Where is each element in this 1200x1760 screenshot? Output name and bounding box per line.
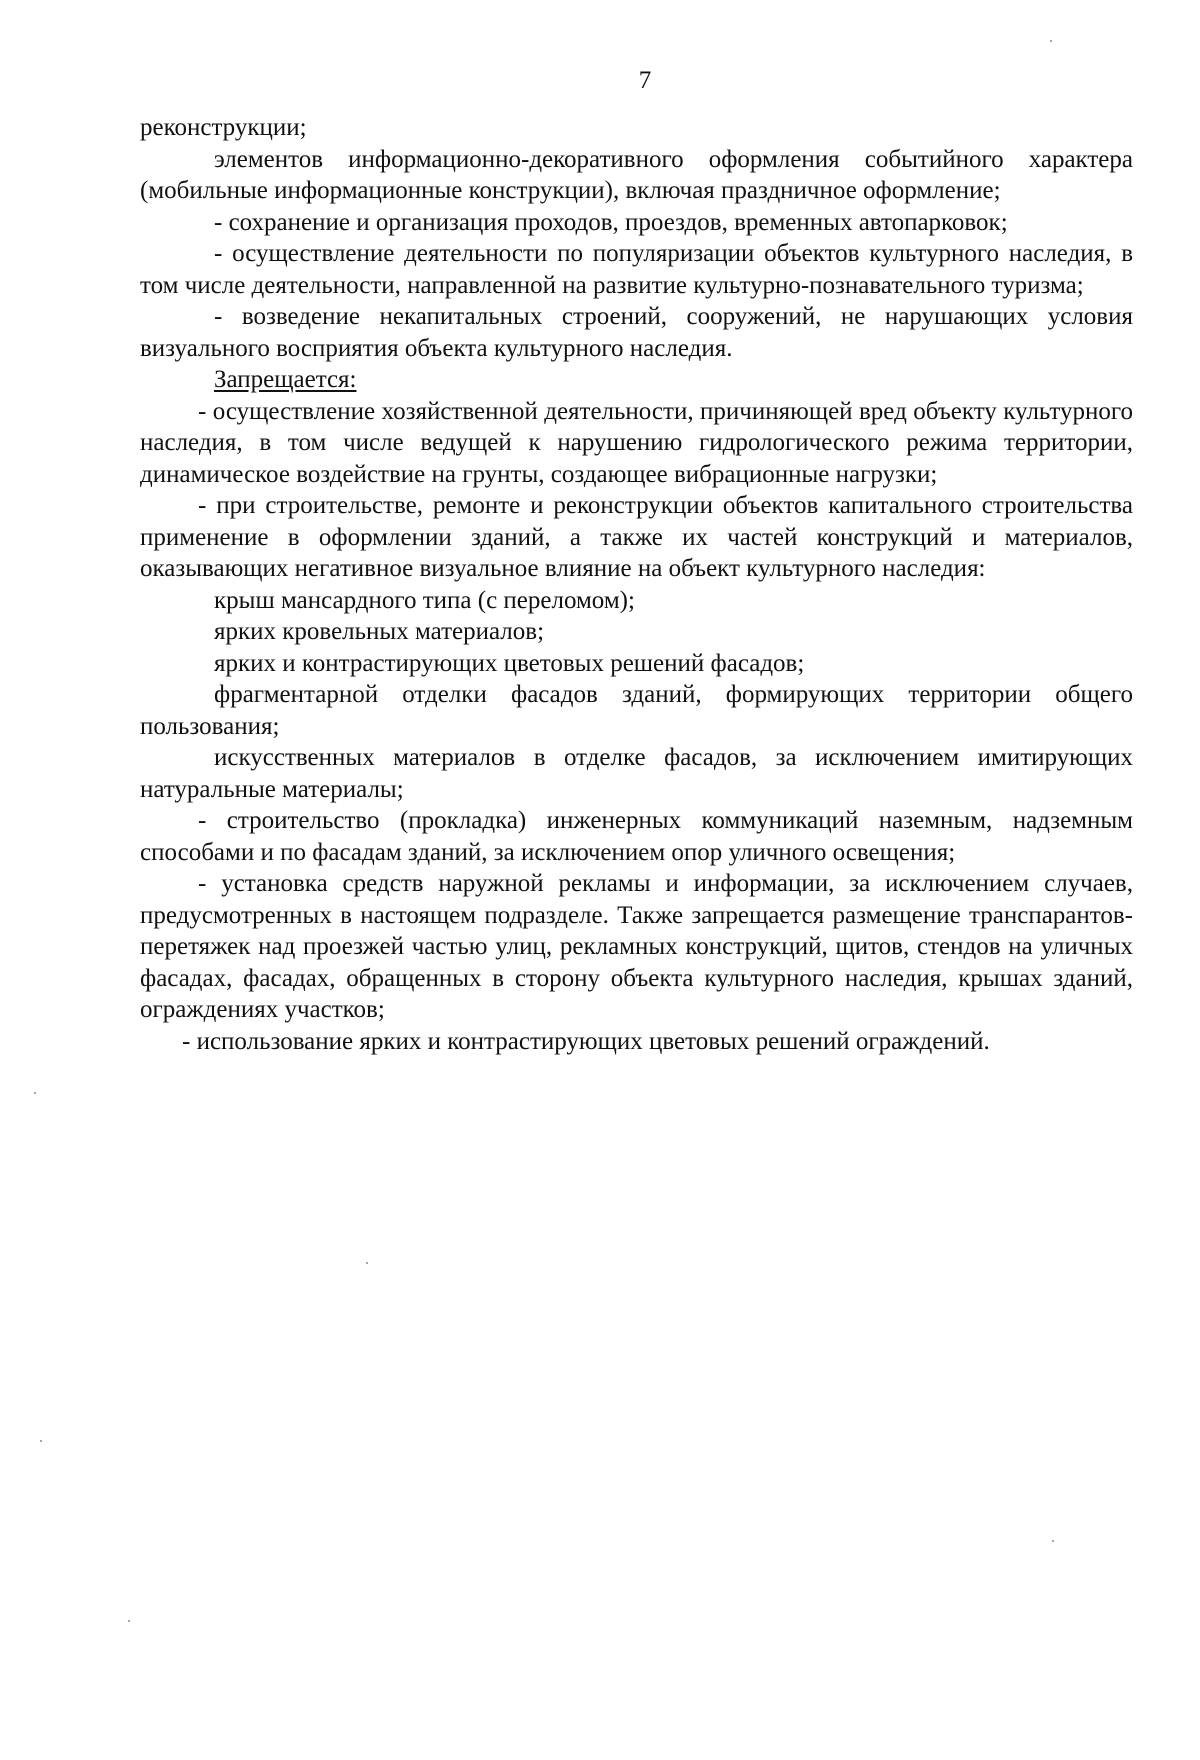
list-item-utilities: - строительство (прокладка) инженерных коммуникаций наземным, надземным способами и по фасадам зданий, за исключением опор уличного освещения; <box>140 807 1133 866</box>
prohibited-heading <box>140 364 1133 396</box>
scan-speck <box>34 1092 36 1094</box>
prohibited-heading-text: Запрещается: <box>214 366 357 393</box>
list-item-fences: - использование ярких и контрастирующих цветовых решений ограждений. <box>182 1027 990 1055</box>
list-item-temporary-structures: - возведение некапитальных строений, сооружений, не нарушающих условия визуального восприятия объекта культурного наследия. <box>140 303 1133 362</box>
document-body <box>140 112 1133 1057</box>
list-item-advertising: - установка средств наружной рекламы и информации, за исключением случаев, предусмотренных в настоящем подразделе. Также запрещается размещение транспарантов-перетяжек над проезжей частью улиц, рекламных конструкций, щитов, стендов на уличных фасадах, фасадах, обращенных в сторону объекта культурного наследия, крышах зданий, ограждениях участков; <box>140 870 1133 1023</box>
sub-item-bright-roofing: ярких кровельных материалов; <box>214 618 545 645</box>
scan-speck <box>40 1440 42 1442</box>
paragraph-decorative-elements: элементов информационно-декоративного оформления событийного характера (мобильные информационные конструкции), включая праздничное оформление; <box>140 145 1133 204</box>
sub-item-artificial-materials: искусственных материалов в отделке фасадов, за исключением имитирующих натуральные материалы; <box>140 744 1133 803</box>
sub-item-mansard-roofs: крыш мансардного типа (с переломом); <box>214 586 635 614</box>
paragraph-continuation: реконструкции; <box>140 114 307 141</box>
scan-speck <box>1052 1540 1054 1542</box>
page-number: 7 <box>638 67 652 94</box>
scan-speck <box>128 1620 130 1622</box>
list-item-popularization: - осуществление деятельности по популяризации объектов культурного наследия, в том числе деятельности, направленной на развитие культурно-познавательного туризма; <box>140 240 1133 299</box>
list-item-passages: - сохранение и организация проходов, проездов, временных автопарковок; <box>214 208 1008 236</box>
scan-speck <box>366 1262 368 1264</box>
scan-speck <box>1050 40 1052 42</box>
sub-item-facade-colors: ярких и контрастирующих цветовых решений фасадов; <box>214 649 805 677</box>
list-item-economic-activity: - осуществление хозяйственной деятельности, причиняющей вред объекту культурного наследия, в том числе ведущей к нарушению гидрологического режима территории, динамическое воздействие на грунты, создающее вибрационные нагрузки; <box>140 397 1133 488</box>
sub-item-fragmentary-finish: фрагментарной отделки фасадов зданий, формирующих территории общего пользования; <box>140 681 1133 740</box>
list-item-construction-materials: - при строительстве, ремонте и реконструкции объектов капитального строительства применение в оформлении зданий, а также их частей конструкций и материалов, оказывающих негативное визуальное влияние на объект культурного наследия: <box>140 492 1133 582</box>
